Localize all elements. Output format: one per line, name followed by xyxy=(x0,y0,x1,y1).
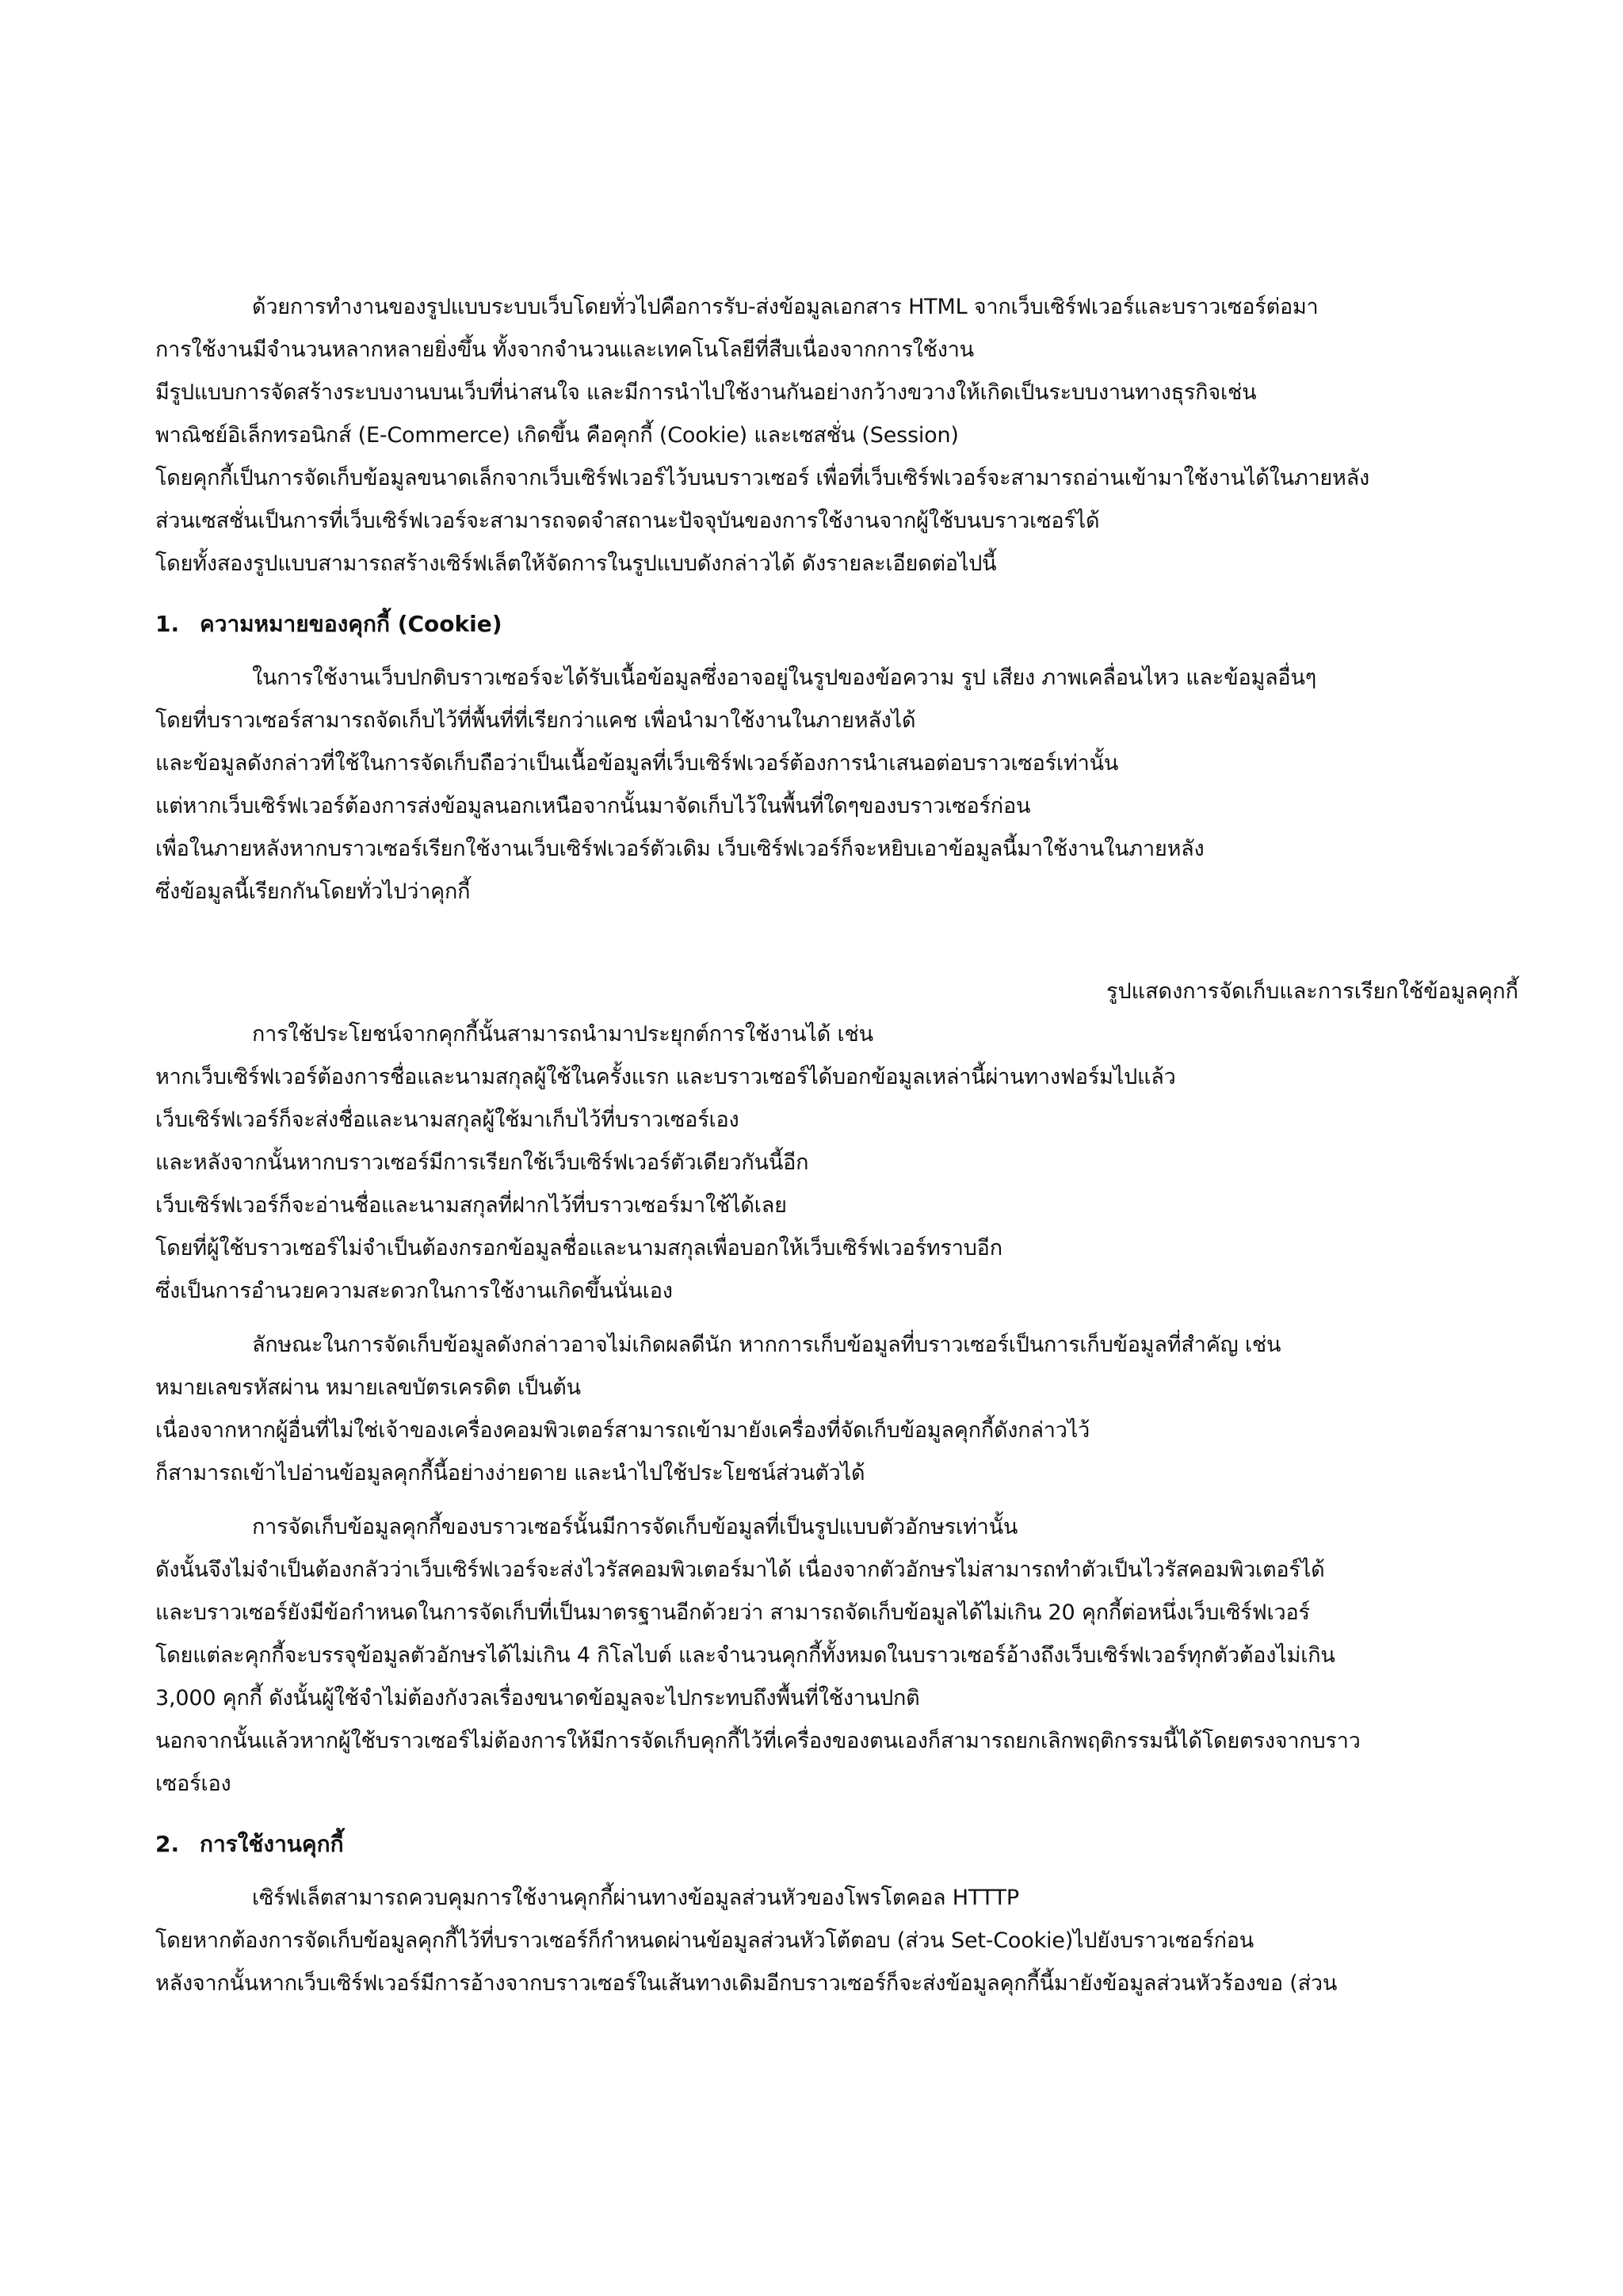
text-line: เนื่องจากหากผู้อื่นที่ไม่ใช่เจ้าของเครื่องคอมพิวเตอร์สามารถเข้ามายังเครื่องที่จัดเก็บข้อมูลคุกกี้ดังกล่าวไว้ xyxy=(155,1418,1090,1443)
text-line: หมายเลขรหัสผ่าน หมายเลขบัตรเครดิต เป็นต้น xyxy=(155,1375,581,1400)
text-line: ด้วยการทำงานของรูปแบบระบบเว็บโดยทั่วไปคือการรับ-ส่งข้อมูลเอกสาร HTML จากเว็บเซิร์ฟเวอร์และบราวเซอร์ต่อมา xyxy=(252,295,1319,319)
section1-paragraph-3 xyxy=(155,1331,1518,1502)
section-number: 2. xyxy=(155,1831,180,1857)
text-line: ในการใช้งานเว็บปกติบราวเซอร์จะได้รับเนื้อข้อมูลซึ่งอาจอยู่ในรูปของข้อความ รูป เสียง ภาพเคลื่อนไหว และข้อมูลอื่นๆ xyxy=(252,666,1316,690)
text-line: เพื่อในภายหลังหากบราวเซอร์เรียกใช้งานเว็บเซิร์ฟเวอร์ตัวเดิม เว็บเซิร์ฟเวอร์ก็จะหยิบเอาข้อมูลนี้มาใช้งานในภายหลัง xyxy=(155,837,1205,861)
text-line: ก็สามารถเข้าไปอ่านข้อมูลคุกกี้นี้อย่างง่ายดาย และนำไปใช้ประโยชน์ส่วนตัวได้ xyxy=(155,1461,865,1486)
text-line: และหลังจากนั้นหากบราวเซอร์มีการเรียกใช้เว็บเซิร์ฟเวอร์ตัวเดียวกันนี้อีก xyxy=(155,1150,809,1175)
text-line: โดยที่ผู้ใช้บราวเซอร์ไม่จำเป็นต้องกรอกข้อมูลชื่อและนามสกุลเพื่อบอกให้เว็บเซิร์ฟเวอร์ทราบอีก xyxy=(155,1236,1002,1261)
text-line: 3,000 คุกกี้ ดังนั้นผู้ใช้จำไม่ต้องกังวลเรื่องขนาดข้อมูลจะไปกระทบถึงพื้นที่ใช้งานปกติ xyxy=(155,1686,920,1711)
section1-paragraph-1 xyxy=(155,664,1518,921)
text-line: ลักษณะในการจัดเก็บข้อมูลดังกล่าวอาจไม่เกิดผลดีนัก หากการเก็บข้อมูลที่บราวเซอร์เป็นการเก็บข้อมูลที่สำคัญ เช่น xyxy=(252,1333,1281,1357)
text-line: โดยหากต้องการจัดเก็บข้อมูลคุกกี้ไว้ที่บราวเซอร์ก็กำหนดผ่านข้อมูลส่วนหัวโต้ตอบ (ส่วน Set-Cookie)ไปยังบราวเซอร์ก่อน xyxy=(155,1928,1254,1953)
text-line: ส่วนเซสชั่นเป็นการที่เว็บเซิร์ฟเวอร์จะสามารถจดจำสถานะปัจจุบันของการใช้งานจากผู้ใช้บนบราวเซอร์ได้ xyxy=(155,509,1100,533)
text-line: เซอร์เอง xyxy=(155,1772,231,1796)
text-line: เว็บเซิร์ฟเวอร์ก็จะส่งชื่อและนามสกุลผู้ใช้มาเก็บไว้ที่บราวเซอร์เอง xyxy=(155,1108,739,1132)
section1-paragraph-2 xyxy=(155,1020,1518,1320)
text-line: โดยคุกกี้เป็นการจัดเก็บข้อมูลขนาดเล็กจากเว็บเซิร์ฟเวอร์ไว้บนบราวเซอร์ เพื่อที่เว็บเซิร์ฟเวอร์จะสามารถอ่านเข้ามาใช้งานได้ในภายหลัง xyxy=(155,466,1369,490)
figure-caption: รูปแสดงการจัดเก็บและการเรียกใช้ข้อมูลคุกกี้ xyxy=(1106,979,1518,1004)
text-line: เซิร์ฟเล็ตสามารถควบคุมการใช้งานคุกกี้ผ่านทางข้อมูลส่วนหัวของโพรโตคอล HTTTP xyxy=(252,1886,1019,1910)
intro-paragraph xyxy=(155,293,1518,593)
text-line: นอกจากนั้นแล้วหากผู้ใช้บราวเซอร์ไม่ต้องการให้มีการจัดเก็บคุกกี้ไว้ที่เครื่องของตนเองก็สามารถยกเลิกพฤติกรรมนี้ได้โดยตรงจากบราว xyxy=(155,1729,1361,1753)
text-line: แต่หากเว็บเซิร์ฟเวอร์ต้องการส่งข้อมูลนอกเหนือจากนั้นมาจัดเก็บไว้ในพื้นที่ใดๆของบราวเซอร์ก่อน xyxy=(155,794,1031,818)
text-line: และข้อมูลดังกล่าวที่ใช้ในการจัดเก็บถือว่าเป็นเนื้อข้อมูลที่เว็บเซิร์ฟเวอร์ต้องการนำเสนอต่อบราวเซอร์เท่านั้น xyxy=(155,751,1119,776)
text-line: ซึ่งเป็นการอำนวยความสะดวกในการใช้งานเกิดขึ้นนั่นเอง xyxy=(155,1279,673,1303)
text-line: เว็บเซิร์ฟเวอร์ก็จะอ่านชื่อและนามสกุลที่ฝากไว้ที่บราวเซอร์มาใช้ได้เลย xyxy=(155,1193,787,1218)
text-line: โดยทั้งสองรูปแบบสามารถสร้างเซิร์ฟเล็ตให้จัดการในรูปแบบดังกล่าวได้ ดังรายละเอียดต่อไปนี้ xyxy=(155,551,997,576)
section-number: 1. xyxy=(155,611,180,637)
text-line: ดังนั้นจึงไม่จำเป็นต้องกลัวว่าเว็บเซิร์ฟเวอร์จะส่งไวรัสคอมพิวเตอร์มาได้ เนื่องจากตัวอักษรไม่สามารถทำตัวเป็นไวรัสคอมพิวเตอร์ได้ xyxy=(155,1558,1325,1582)
section-title: การใช้งานคุกกี้ xyxy=(200,1831,344,1857)
section-title: ความหมายของคุกกี้ (Cookie) xyxy=(200,611,502,637)
section2-paragraph-1 xyxy=(155,1884,1518,2012)
document-page xyxy=(155,293,1518,2012)
section-heading-1 xyxy=(155,610,1518,653)
text-line: การจัดเก็บข้อมูลคุกกี้ของบราวเซอร์นั้นมีการจัดเก็บข้อมูลที่เป็นรูปแบบตัวอักษรเท่านั้น xyxy=(252,1515,1018,1539)
text-line: พาณิชย์อิเล็กทรอนิกส์ (E-Commerce) เกิดขึ้น คือคุกกี้ (Cookie) และเซสชั่น (Session) xyxy=(155,423,959,448)
section1-paragraph-4 xyxy=(155,1513,1518,1813)
section-heading-2 xyxy=(155,1830,1518,1873)
text-line: การใช้งานมีจำนวนหลากหลายยิ่งขึ้น ทั้งจากจำนวนและเทคโนโลยีที่สืบเนื่องจากการใช้งาน xyxy=(155,338,974,362)
text-line: และบราวเซอร์ยังมีข้อกำหนดในการจัดเก็บที่เป็นมาตรฐานอีกด้วยว่า สามารถจัดเก็บข้อมูลได้ไม่เกิน 20 คุกกี้ต่อหนึ่งเว็บเซิร์ฟเวอร์ xyxy=(155,1600,1310,1625)
text-line: ซึ่งข้อมูลนี้เรียกกันโดยทั่วไปว่าคุกกี้ xyxy=(155,879,471,904)
text-line: มีรูปแบบการจัดสร้างระบบงานบนเว็บที่น่าสนใจ และมีการนำไปใช้งานกันอย่างกว้างขวางให้เกิดเป็นระบบงานทางธุรกิจเช่น xyxy=(155,380,1257,405)
text-line: การใช้ประโยชน์จากคุกกี้นั้นสามารถนำมาประยุกต์การใช้งานได้ เช่น xyxy=(252,1022,873,1047)
text-line: หลังจากนั้นหากเว็บเซิร์ฟเวอร์มีการอ้างจากบราวเซอร์ในเส้นทางเดิมอีกบราวเซอร์ก็จะส่งข้อมูลคุกกี้นี้มายังข้อมูลส่วนหัวร้องขอ (ส่วน xyxy=(155,1971,1338,1996)
text-line: โดยแต่ละคุกกี้จะบรรจุข้อมูลตัวอักษรได้ไม่เกิน 4 กิโลไบต์ และจำนวนคุกกี้ทั้งหมดในบราวเซอร์อ้างถึงเว็บเซิร์ฟเวอร์ทุกตัวต้องไม่เกิน xyxy=(155,1643,1335,1668)
figure-area xyxy=(155,921,1518,978)
text-line: หากเว็บเซิร์ฟเวอร์ต้องการชื่อและนามสกุลผู้ใช้ในครั้งแรก และบราวเซอร์ได้บอกข้อมูลเหล่านี้ผ่านทางฟอร์มไปแล้ว xyxy=(155,1065,1176,1089)
text-line: โดยที่บราวเซอร์สามารถจัดเก็บไว้ที่พื้นที่ที่เรียกว่าแคช เพื่อนำมาใช้งานในภายหลังได้ xyxy=(155,708,916,733)
